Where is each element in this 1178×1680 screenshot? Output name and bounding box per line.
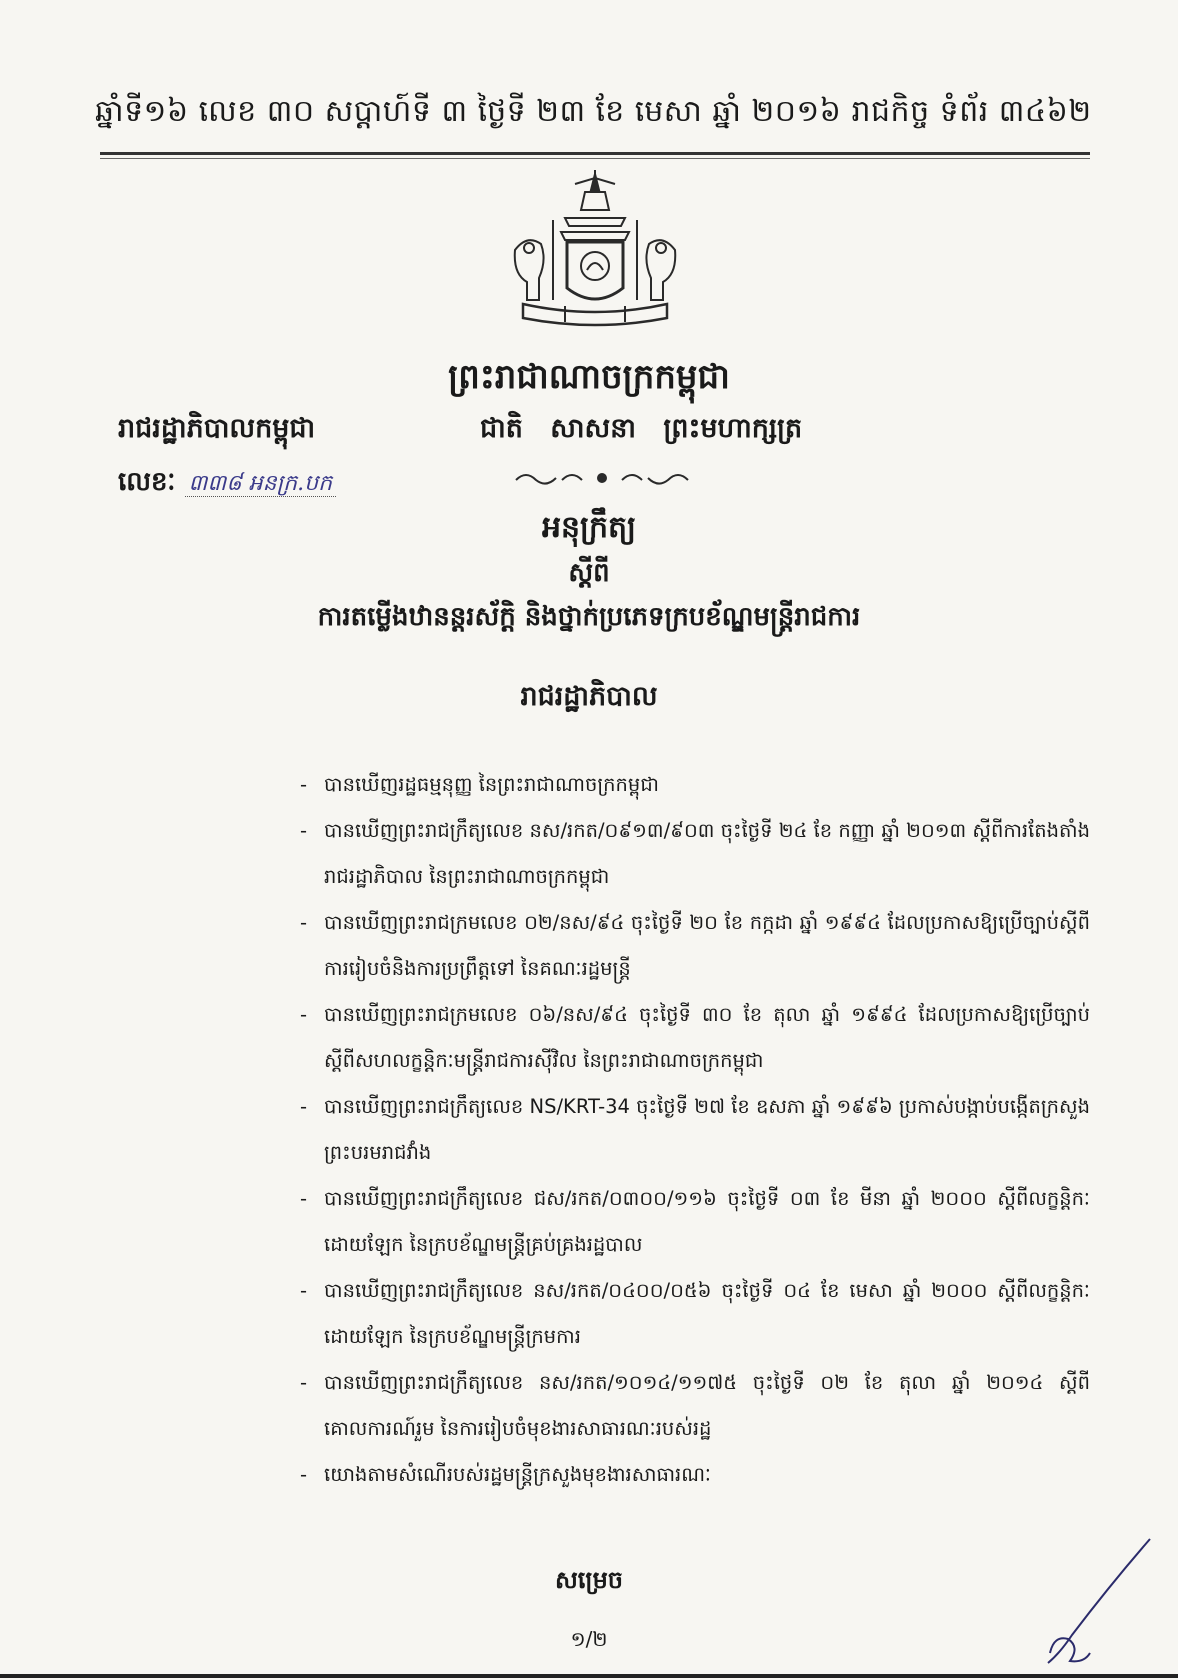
legal-reference-item: - បានឃើញព្រះរាជក្រឹត្យលេខ នស/រកត/១០១៤/១១៧៥ ចុះថ្ងៃទី ០២ ខែ តុលា ឆ្នាំ ២០១៤ ស្ដីពីគោលការណ៍រួម នៃការរៀបចំមុខងារសាធារណៈរបស់រដ្ឋ	[300, 1360, 1090, 1452]
legal-references-list	[300, 762, 1090, 1498]
header-rule-thin	[100, 158, 1090, 159]
royal-coat-of-arms-emblem	[505, 170, 685, 335]
document-number	[118, 465, 336, 503]
legal-reference-item: - បានឃើញព្រះរាជក្រមលេខ ០៦/នស/៩៤ ចុះថ្ងៃទី ៣០ ខែ តុលា ឆ្នាំ ១៩៩៤ ដែលប្រកាសឱ្យប្រើច្បាប់ស្ដីពីសហលក្ខន្តិកៈមន្ត្រីរាជការស៊ីវិល នៃព្រះរាជាណាចក្រកម្ពុជា	[300, 992, 1090, 1084]
issuing-authority-block	[118, 412, 336, 503]
kingdom-name: ព្រះរាជាណាចក្រកម្ពុជា	[448, 357, 730, 397]
legal-reference-item: - បានឃើញព្រះរាជក្រឹត្យលេខ ជស/រកត/០៣០០/១១៦ ចុះថ្ងៃទី ០៣ ខែ មីនា ឆ្នាំ ២០០០ ស្ដីពីលក្ខន្តិកៈដោយឡែក នៃក្របខ័ណ្ឌមន្ត្រីគ្រប់គ្រងរដ្ឋបាល	[300, 1176, 1090, 1268]
legal-reference-item: - បានឃើញព្រះរាជក្រឹត្យលេខ នស/រកត/០៩១៣/៩០៣ ចុះថ្ងៃទី ២៤ ខែ កញ្ញា ឆ្នាំ ២០១៣ ស្ដីពីការតែងតាំងរាជរដ្ឋាភិបាល នៃព្រះរាជាណាចក្រកម្ពុជា	[300, 808, 1090, 900]
document-number-value: ៣៣៨ អនក្រ.បក	[185, 471, 337, 497]
ornament-divider-icon	[512, 468, 692, 488]
document-title: អនុក្រឹត្យ	[541, 510, 637, 545]
legal-reference-item: - យោងតាមសំណើរបស់រដ្ឋមន្ត្រីក្រសួងមុខងារសាធារណៈ	[300, 1452, 1090, 1498]
government-name: រាជរដ្ឋាភិបាលកម្ពុជា	[118, 413, 316, 444]
legal-reference-item: - បានឃើញព្រះរាជក្រឹត្យលេខ នស/រកត/០៤០០/០៥៦ ចុះថ្ងៃទី ០៤ ខែ មេសា ឆ្នាំ ២០០០ ស្ដីពីលក្ខន្តិកៈដោយឡែក នៃក្របខ័ណ្ឌមន្ត្រីក្រមការ	[300, 1268, 1090, 1360]
subject-title: ការតម្លើងឋានន្តរស័ក្តិ និងថ្នាក់ប្រភេទក្របខ័ណ្ឌមន្ត្រីរាជការ	[317, 602, 861, 632]
decision-heading: សម្រេច	[554, 1565, 624, 1594]
footer-rule	[0, 1674, 1178, 1678]
gazette-header: ឆ្នាំទី១៦ លេខ ៣០ សប្ដាហ៍ទី ៣ ថ្ងៃទី ២៣ ខែ មេសា ឆ្នាំ ២០១៦ រាជកិច្ច ទំព័រ ៣៤៦២	[95, 94, 1092, 129]
national-motto: ជាតិ សាសនា ព្រះមហាក្សត្រ	[480, 413, 803, 444]
document-number-label: លេខៈ	[118, 467, 176, 497]
legal-reference-item: - បានឃើញរដ្ឋធម្មនុញ្ញ នៃព្រះរាជាណាចក្រកម្ពុជា	[300, 762, 1090, 808]
issuer-heading: រាជរដ្ឋាភិបាល	[520, 681, 658, 712]
page-number: ១/២	[570, 1627, 608, 1651]
legal-reference-item: - បានឃើញព្រះរាជក្រឹត្យលេខ NS/KRT-34 ចុះថ្ងៃទី ២៧ ខែ ឧសភា ឆ្នាំ ១៩៩៦ ប្រកាស់បង្កាប់បង្កើតក្រសួងព្រះបរមរាជវាំង	[300, 1084, 1090, 1176]
header-rule	[100, 152, 1090, 155]
legal-reference-item: - បានឃើញព្រះរាជក្រមលេខ ០២/នស/៩៤ ចុះថ្ងៃទី ២០ ខែ កក្កដា ឆ្នាំ ១៩៩៤ ដែលប្រកាសឱ្យប្រើច្បាប់ស្ដីពីការរៀបចំនិងការប្រព្រឹត្តទៅ នៃគណៈរដ្ឋមន្ត្រី	[300, 900, 1090, 992]
subject-label: ស្ដីពី	[568, 558, 610, 588]
